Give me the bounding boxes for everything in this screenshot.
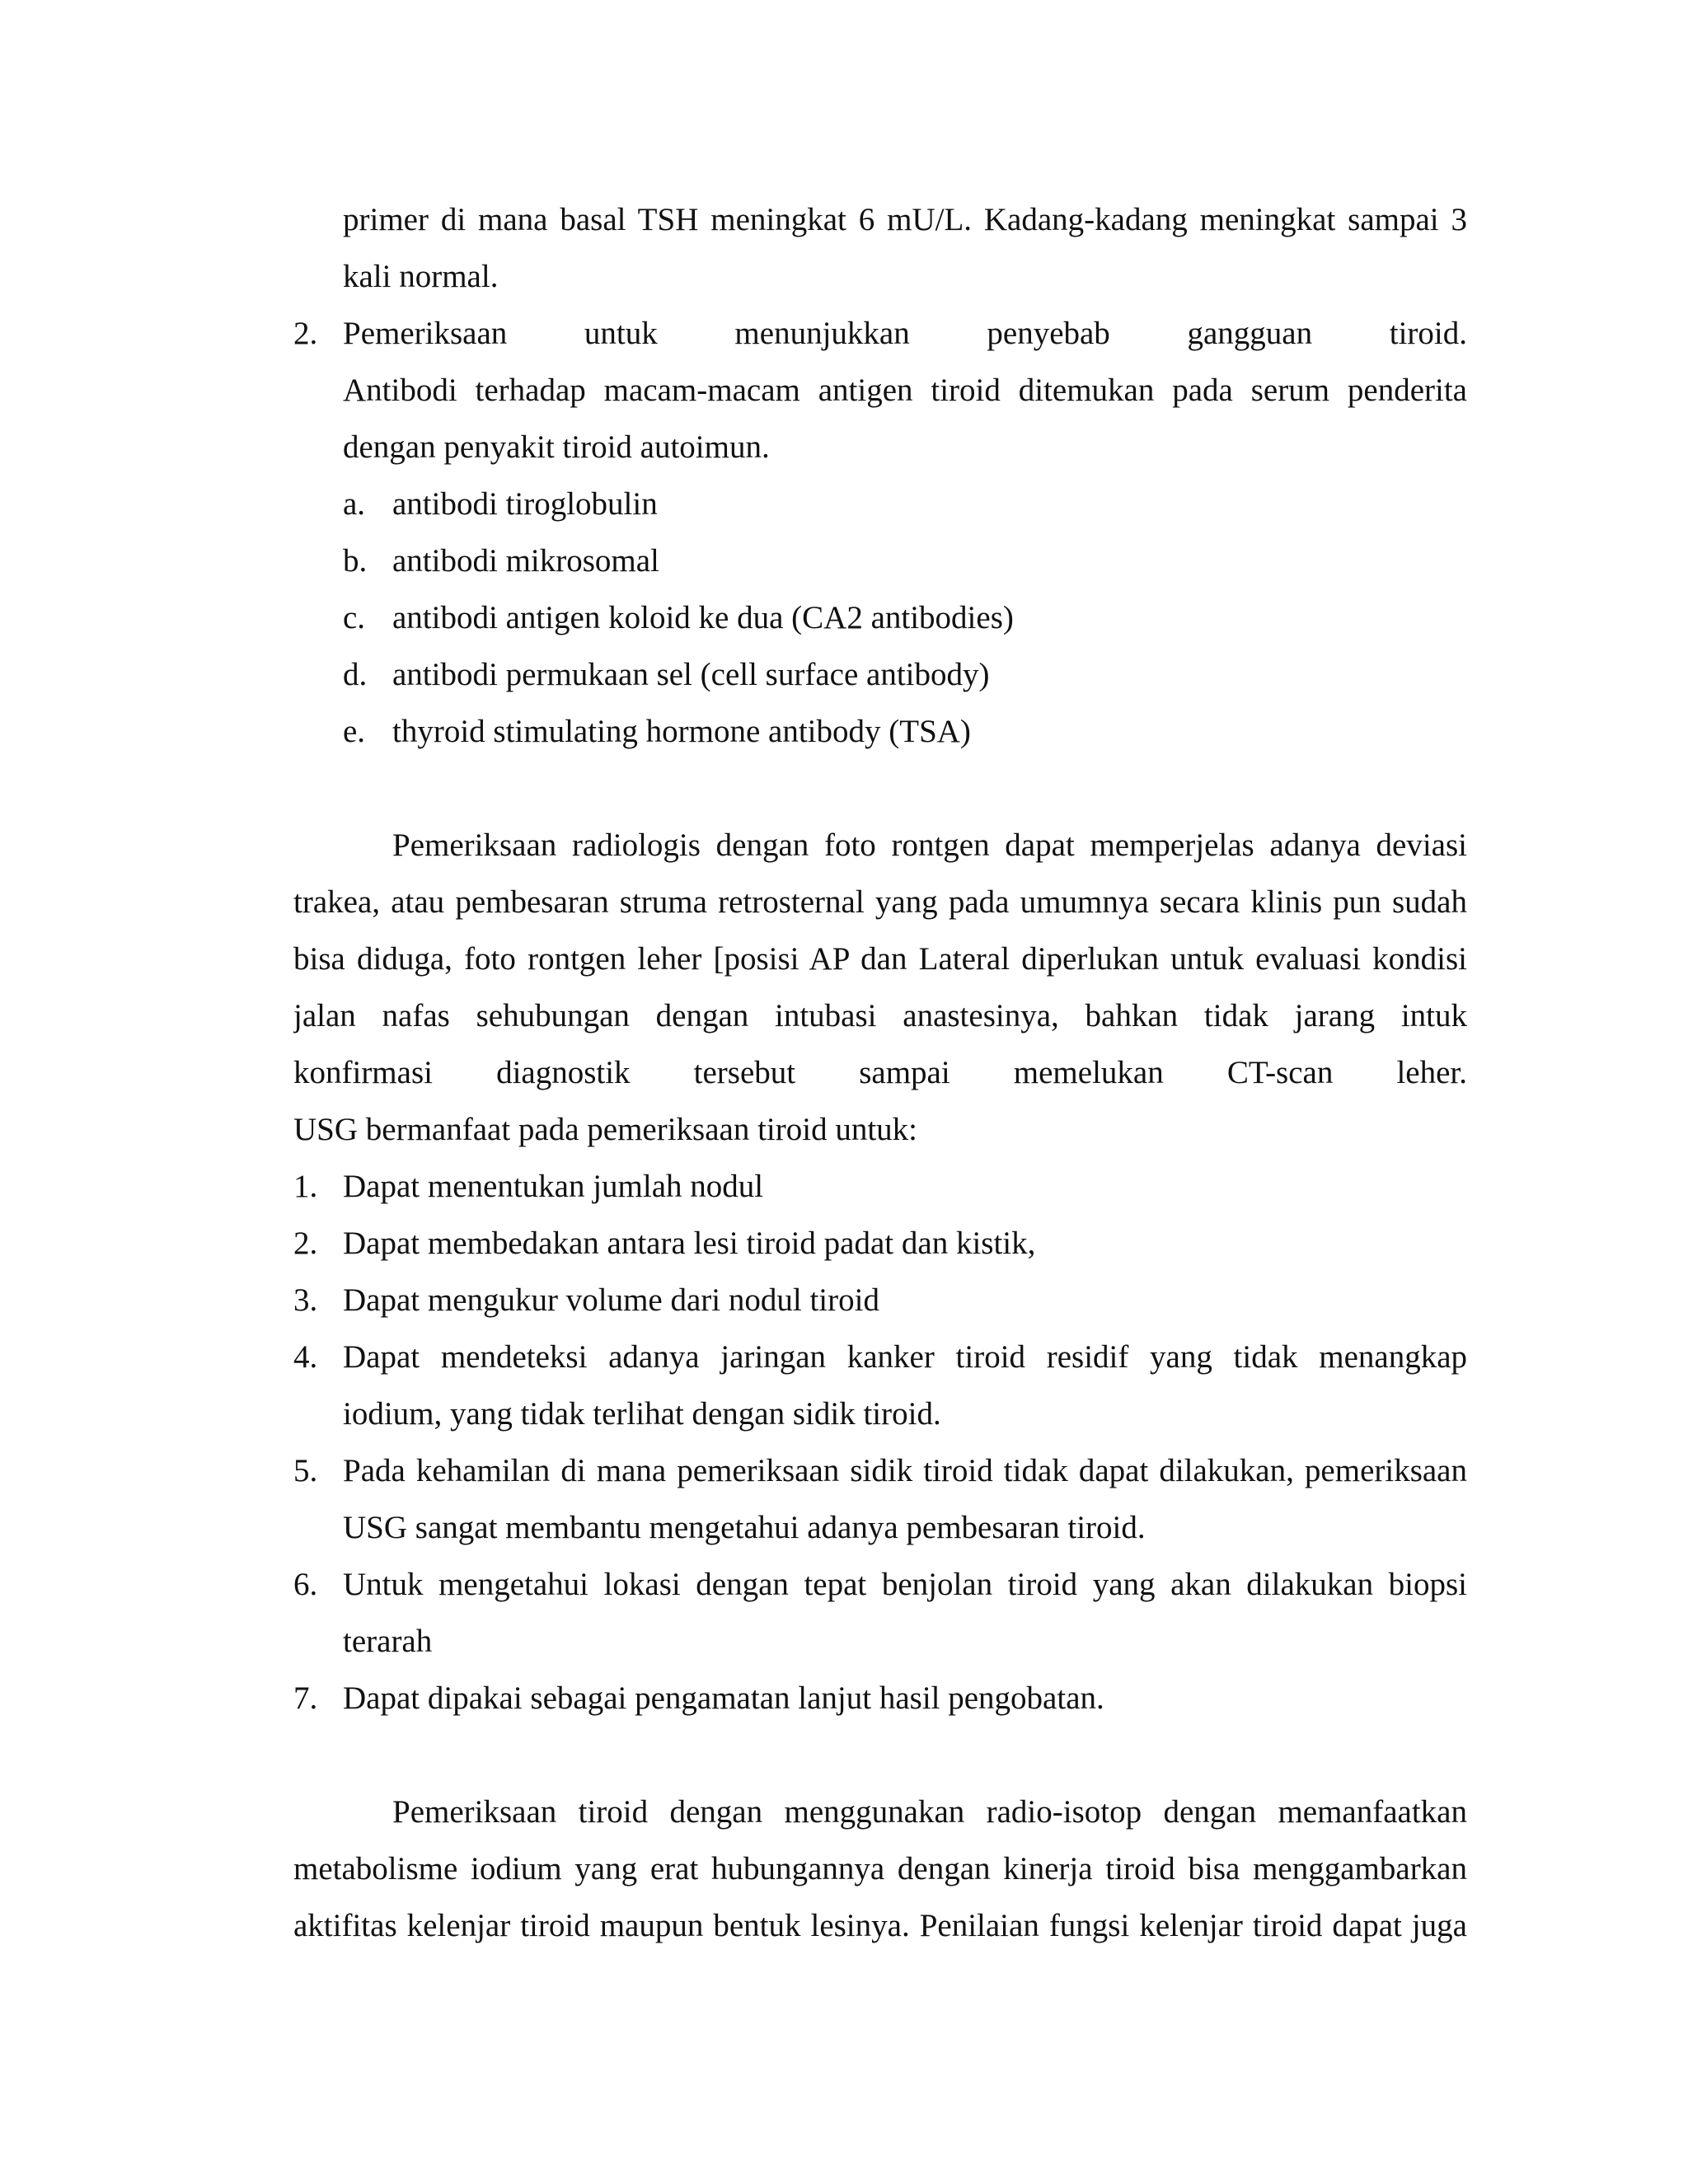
sublist-item — [293, 589, 1467, 646]
list-item-2 — [293, 305, 1467, 362]
list-number: 6. — [293, 1567, 318, 1602]
paragraph-line: USG bermanfaat pada pemeriksaan tiroid untuk: — [293, 1112, 918, 1147]
sublist-text: thyroid stimulating hormone antibody (TSA) — [392, 714, 971, 749]
list-number: 4. — [293, 1339, 318, 1375]
paragraph-line: jalan nafas sehubungan dengan intubasi anastesinya, bahkan tidak jarang intuk — [293, 998, 1467, 1033]
usg-benefit-list — [293, 1158, 1467, 1727]
list-number: 7. — [293, 1680, 318, 1716]
list-number: 2. — [293, 316, 318, 351]
sublist-letter: d. — [343, 657, 368, 692]
list-item-text: terarah — [343, 1624, 433, 1659]
sublist-text: antibodi tiroglobulin — [392, 486, 658, 522]
list-item-text: Untuk mengetahui lokasi dengan tepat benjolan tiroid yang akan dilakukan biopsi — [343, 1567, 1467, 1602]
usg-list-item — [293, 1215, 1467, 1272]
usg-list-item — [293, 1442, 1467, 1499]
sublist-text: antibodi mikrosomal — [392, 543, 659, 579]
antibody-sublist — [293, 476, 1467, 760]
list-number: 2. — [293, 1226, 318, 1261]
paragraph-line: Pemeriksaan tiroid dengan menggunakan radio-isotop dengan memanfaatkan — [392, 1794, 1467, 1830]
paragraph-line: trakea, atau pembesaran struma retrosternal yang pada umumnya secara klinis pun sudah — [293, 884, 1467, 920]
list-item-text: Dapat mendeteksi adanya jaringan kanker tiroid residif yang tidak menangkap — [343, 1339, 1467, 1375]
sublist-item — [293, 646, 1467, 703]
sublist-text: antibodi antigen koloid ke dua (CA2 antibodies) — [392, 600, 1014, 635]
sublist-letter: a. — [343, 486, 366, 522]
list-item-text: dengan penyakit tiroid autoimun. — [343, 429, 770, 465]
sublist-item — [293, 532, 1467, 589]
sublist-text: antibodi permukaan sel (cell surface antibody) — [392, 657, 990, 692]
paragraph-gap — [293, 1727, 1467, 1783]
paragraph-line: bisa diduga, foto rontgen leher [posisi AP dan Lateral diperlukan untuk evaluasi kondisi — [293, 941, 1467, 977]
paragraph-line: konfirmasi diagnostik tersebut sampai memelukan CT-scan leher. — [293, 1055, 1467, 1090]
sublist-item — [293, 476, 1467, 532]
usg-list-item — [293, 1329, 1467, 1385]
sublist-letter: c. — [343, 600, 366, 635]
list-item-text: Dapat menentukan jumlah nodul — [343, 1169, 764, 1204]
list-item-text: USG sangat membantu mengetahui adanya pembesaran tiroid. — [343, 1510, 1146, 1545]
item1-continuation-line: kali normal. — [343, 259, 499, 294]
list-item-text: Dapat dipakai sebagai pengamatan lanjut hasil pengobatan. — [343, 1680, 1104, 1716]
usg-list-item — [293, 1670, 1467, 1727]
sublist-letter: b. — [343, 543, 368, 579]
list-number: 5. — [293, 1453, 318, 1488]
paragraph-line: Pemeriksaan radiologis dengan foto rontgen dapat memperjelas adanya deviasi — [392, 827, 1467, 863]
sublist-item — [293, 703, 1467, 760]
list-item-text: iodium, yang tidak terlihat dengan sidik tiroid. — [343, 1396, 941, 1432]
paragraph-line: metabolisme iodium yang erat hubungannya dengan kinerja tiroid bisa menggambarkan — [293, 1851, 1467, 1886]
list-item-text: Antibodi terhadap macam-macam antigen tiroid ditemukan pada serum penderita — [343, 373, 1467, 408]
document-body — [293, 191, 1467, 1954]
sublist-letter: e. — [343, 714, 366, 749]
list-item-text: Dapat mengukur volume dari nodul tiroid — [343, 1282, 879, 1318]
item1-continuation-line: primer di mana basal TSH meningkat 6 mU/L. Kadang-kadang meningkat sampai 3 — [343, 202, 1467, 237]
paragraph-gap — [293, 760, 1467, 817]
list-number: 1. — [293, 1169, 318, 1204]
usg-list-item — [293, 1556, 1467, 1613]
list-item-text: Dapat membedakan antara lesi tiroid padat dan kistik, — [343, 1226, 1036, 1261]
paragraph-line: aktifitas kelenjar tiroid maupun bentuk lesinya. Penilaian fungsi kelenjar tiroid dapat juga — [293, 1908, 1467, 1943]
list-item-text: Pada kehamilan di mana pemeriksaan sidik tiroid tidak dapat dilakukan, pemeriksaan — [343, 1453, 1467, 1488]
list-item-text: Pemeriksaan untuk menunjukkan penyebab gangguan tiroid. — [343, 316, 1467, 351]
usg-list-item — [293, 1158, 1467, 1215]
list-number: 3. — [293, 1282, 318, 1318]
usg-list-item — [293, 1272, 1467, 1329]
